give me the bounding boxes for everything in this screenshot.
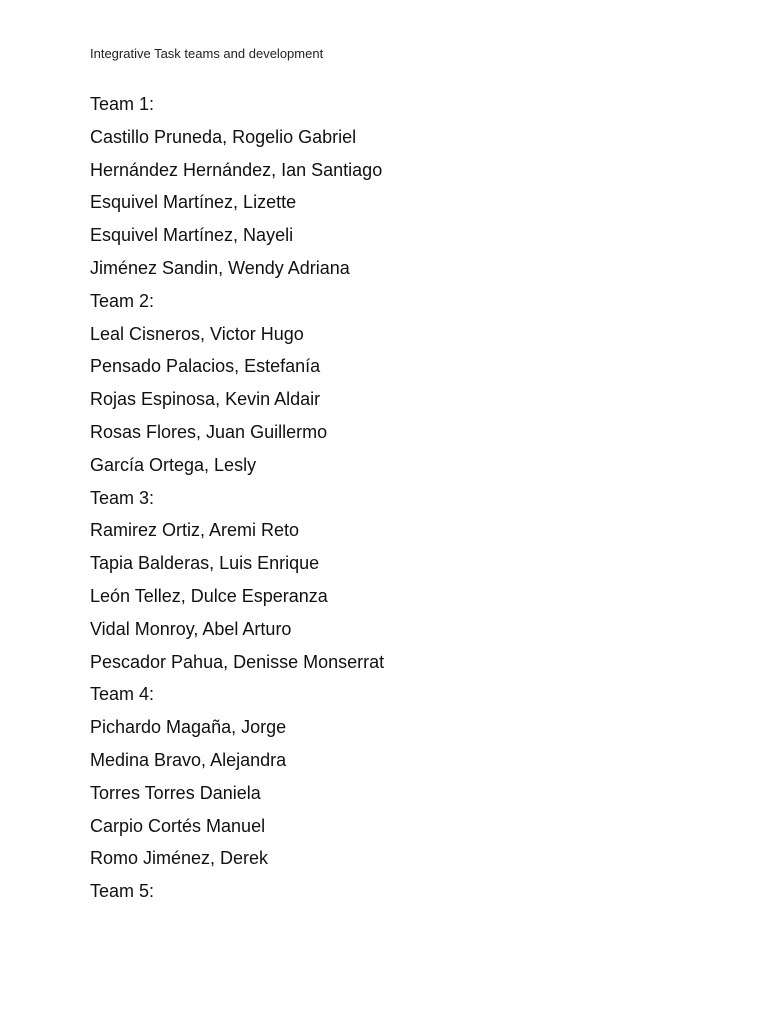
team-heading: Team 5:	[90, 881, 155, 902]
team-member: Rosas Flores, Juan Guillermo	[90, 421, 328, 442]
team-heading: Team 3:	[90, 487, 155, 508]
team-member: Pensado Palacios, Estefanía	[90, 356, 321, 377]
team-member: García Ortega, Lesly	[90, 454, 257, 475]
team-heading: Team 1:	[90, 94, 155, 114]
team-member: Pichardo Magaña, Jorge	[90, 717, 287, 738]
document-header-title: Integrative Task teams and development	[90, 46, 324, 61]
team-member: Esquivel Martínez, Lizette	[90, 192, 297, 213]
team-member: Vidal Monroy, Abel Arturo	[90, 618, 292, 639]
team-member: Castillo Pruneda, Rogelio Gabriel	[90, 126, 357, 147]
team-member: Medina Bravo, Alejandra	[90, 749, 287, 770]
team-heading: Team 2:	[90, 290, 155, 311]
team-member: Leal Cisneros, Victor Hugo	[90, 323, 304, 344]
team-member: Torres Torres Daniela	[90, 782, 261, 803]
team-member: Rojas Espinosa, Kevin Aldair	[90, 389, 321, 410]
team-member: León Tellez, Dulce Esperanza	[90, 585, 328, 606]
team-member: Ramirez Ortiz, Aremi Reto	[90, 520, 300, 541]
team-member: Romo Jiménez, Derek	[90, 848, 269, 869]
team-member: Hernández Hernández, Ian Santiago	[90, 159, 383, 180]
team-member: Jiménez Sandin, Wendy Adriana	[90, 257, 350, 278]
team-member: Tapia Balderas, Luis Enrique	[90, 553, 320, 574]
team-member: Esquivel Martínez, Nayeli	[90, 225, 294, 246]
team-member: Carpio Cortés Manuel	[90, 815, 266, 836]
team-list	[90, 92, 384, 912]
team-heading: Team 4:	[90, 684, 155, 705]
team-member: Pescador Pahua, Denisse Monserrat	[90, 651, 385, 672]
